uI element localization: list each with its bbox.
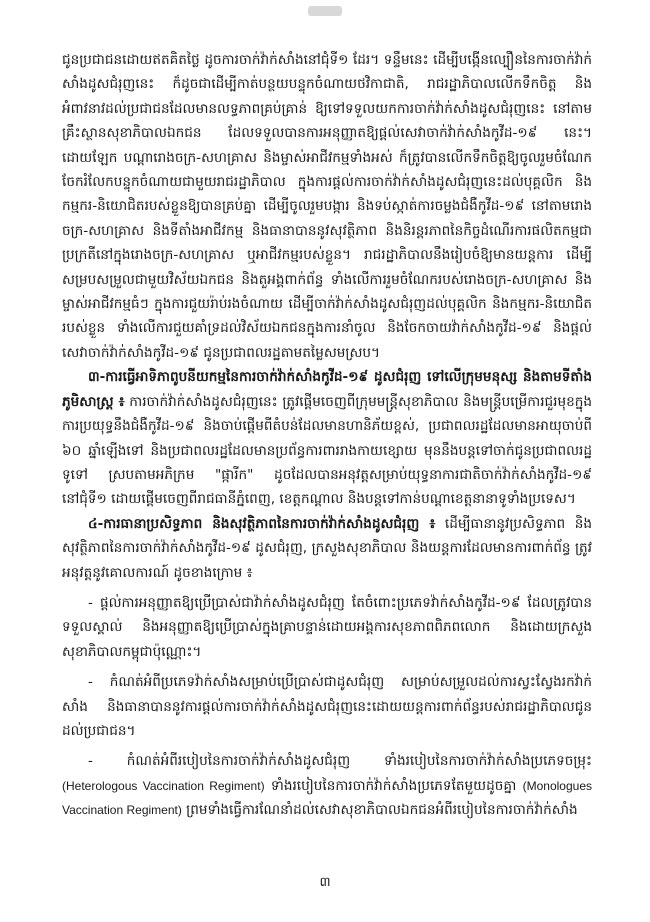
document-body (62, 48, 592, 823)
section-4-paragraph (62, 512, 592, 585)
heterologous-term: (Heterologous Vaccination Regiment) (62, 778, 265, 793)
bullet-item: - ផ្តល់ការអនុញ្ញាតឱ្យប្រើប្រាស់ជាវ៉ាក់សាំងដូសជំរុញ តែចំពោះប្រភេទវ៉ាក់សាំងកូវីដ-១៩ ដែលត្រូវបានទទួលស្គាល់ និងអនុញ្ញាតឱ្យប្រើប្រាស់ក្នុងគ្រាបន្ទាន់ដោយអង្គការសុខភាពពិភពលោក និងដោយក្រសួងសុខាភិបាលកម្ពុជាប៉ុណ្ណោះ។ (62, 594, 592, 660)
monologues-term: (Monologues Vaccination Regiment) (62, 778, 592, 818)
section-3-paragraph (62, 365, 592, 511)
intro-paragraph: ជូនប្រជាជនដោយឥតគិតថ្លៃ ដូចការចាក់វ៉ាក់សាំងនៅជុំទី១ ដែរ។ ទន្ទឹមនេះ ដើម្បីបង្កើនល្បឿននៃការចាក់វ៉ាក់សាំងដូសជំរុញនេះ ក៏ដូចជាដើម្បីកាត់បន្ថយបន្ទុកចំណាយថវិកាជាតិ, រាជរដ្ឋាភិបាលលើកទឹកចិត្ត និងអំពាវនាវដល់ប្រជាជនដែលមានលទ្ធភាពគ្រប់គ្រាន់ ឱ្យទៅទទួលយកការចាក់វ៉ាក់សាំងដូសជំរុញនេះ នៅតាមគ្រឹះស្ថានសុខាភិបាលឯកជន ដែលទទួលបានការអនុញ្ញាតឱ្យផ្តល់សេវាចាក់វ៉ាក់សាំងកូវីដ-១៩ នេះ។ ដោយឡែក បណ្តារោងចក្រ-សហគ្រាស និងម្ចាស់អាជីវកម្មទាំងអស់ ក៏ត្រូវបានលើកទឹកចិត្តឱ្យចូលរួមចំណែកចែករំលែកបន្ទុកចំណាយជាមួយរាជរដ្ឋាភិបាល ក្នុងការផ្តល់ការចាក់វ៉ាក់សាំងដូសជំរុញនេះដល់បុគ្គលិក និងកម្មករ-និយោជិតរបស់ខ្លួនឱ្យបានគ្រប់គ្នា ដើម្បីចូលរួមបង្ការ និងទប់ស្កាត់ការចម្លងជំងឺកូវីដ-១៩ នៅតាមរោងចក្រ-សហគ្រាស និងទីតាំងអាជីវកម្ម និងធានាបាននូវសុវត្ថិភាព និងនិរន្តរភាពនៃកិច្ចដំណើរការផលិតកម្មជាប្រក្រតីនៅក្នុងរោងចក្រ-សហគ្រាស ឬអាជីវកម្មរបស់ខ្លួន។ រាជរដ្ឋាភិបាលនឹងរៀបចំឱ្យមានយន្តការ ដើម្បីសម្របសម្រួលជាមួយវិស័យឯកជន និងតួអង្គពាក់ព័ន្ធ ទាំងលើការរួមចំណែករបស់រោងចក្រ-សហគ្រាស និងម្ចាស់អាជីវកម្មធំៗ ក្នុងការជួយរ៉ាប់រងចំណាយ ដើម្បីចាក់វ៉ាក់សាំងដូសជំរុញដល់បុគ្គលិក និងកម្មករ-និយោជិតរបស់ខ្លួន ទាំងលើការជួយគាំទ្រដល់វិស័យឯកជនក្នុងការនាំចូល និងចែកចាយវ៉ាក់សាំងកូវីដ-១៩ និងផ្តល់សេវាចាក់វ៉ាក់សាំងកូវីដ-១៩ ជូនប្រជាពលរដ្ឋតាមតម្លៃសមស្រប។ (62, 52, 592, 361)
bullet-text: - កំណត់អំពីរបៀបនៃការចាក់វ៉ាក់សាំងដូសជំរុញ ទាំងរបៀបនៃការចាក់វ៉ាក់សាំងប្រភេទចម្រុះ (88, 753, 592, 770)
section-3-body: ការចាក់វ៉ាក់សាំងដូសជំរុញនេះ ត្រូវផ្តើមចេញពីក្រុមមន្ត្រីសុខាភិបាល និងមន្ត្រីបម្រើការជួរមុខក្នុងការប្រយុទ្ធនឹងជំងឺកូវីដ-១៩ និងចាប់ផ្តើមពីតំបន់ដែលមានហានិភ័យខ្ពស់, ប្រជាពលរដ្ឋដែលមានអាយុចាប់ពី ៦០ ឆ្នាំឡើងទៅ និងប្រជាពលរដ្ឋដែលមានប្រព័ន្ធការពាររាងកាយខ្សោយ មុននឹងបន្តទៅចាក់ជូនប្រជាពលរដ្ឋទូទៅ ស្របតាមអភិក្រម "ផ្ការីក" ដូចដែលបានអនុវត្តសម្រាប់យុទ្ធនាការជាតិចាក់វ៉ាក់សាំងកូវីដ-១៩ នៅជុំទី១ ដោយផ្តើមចេញពីរាជធានីភ្នំពេញ, ខេត្តកណ្តាល និងបន្តទៅកាន់បណ្តាខេត្តនានាទូទាំងប្រទេស។ (62, 393, 593, 508)
header-mark (308, 6, 342, 16)
section-4-heading: ៤-ការធានាប្រសិទ្ធភាព និងសុវត្ថិភាពនៃការចាក់វ៉ាក់សាំងដូសជំរុញ ៖ (88, 515, 436, 532)
page-number: ៣ (319, 875, 331, 890)
bullet-text: ព្រមទាំងធ្វើការណែនាំដល់សេវាសុខាភិបាលឯកជនអំពីរបៀបនៃការចាក់វ៉ាក់សាំង (181, 802, 578, 819)
bullet-item: - កំណត់អំពីប្រភេទវ៉ាក់សាំងសម្រាប់ប្រើប្រាស់ជាដូសជំរុញ សម្រាប់សម្រួលដល់ការស្វះស្វែងរកវ៉ាក់សាំង និងធានាបាននូវការផ្តល់ការចាក់វ៉ាក់សាំងដូសជំរុញនេះដោយយន្តការពាក់ព័ន្ធរបស់រាជរដ្ឋាភិបាលជូនដល់ប្រជាជន។ (62, 674, 592, 739)
bullet-item-vaccination-regimens (62, 749, 592, 822)
bullet-text: ទាំងរបៀបនៃការចាក់វ៉ាក់សាំងប្រភេទតែមួយដូចគ្នា (264, 777, 523, 794)
section-3-heading: ៣-ការធ្វើអាទិភាពូបនីយកម្មនៃការចាក់វ៉ាក់សាំងកូវីដ-១៩ ដូសជំរុញ ទៅលើក្រុមមនុស្ស និងតាមទីតាំងភូមិសាស្ត្រ ៖ (62, 369, 592, 410)
section-4-body: ដើម្បីធានានូវប្រសិទ្ធភាព និងសុវត្ថិភាពនៃការចាក់វ៉ាក់សាំងកូវីដ-១៩ ដូសជំរុញ, ក្រសួងសុខាភិបាល និងយន្តការដែលមានការពាក់ព័ន្ធ ត្រូវអនុវត្តនូវគោលការណ៍ ដូចខាងក្រោម ៖ (62, 515, 592, 581)
